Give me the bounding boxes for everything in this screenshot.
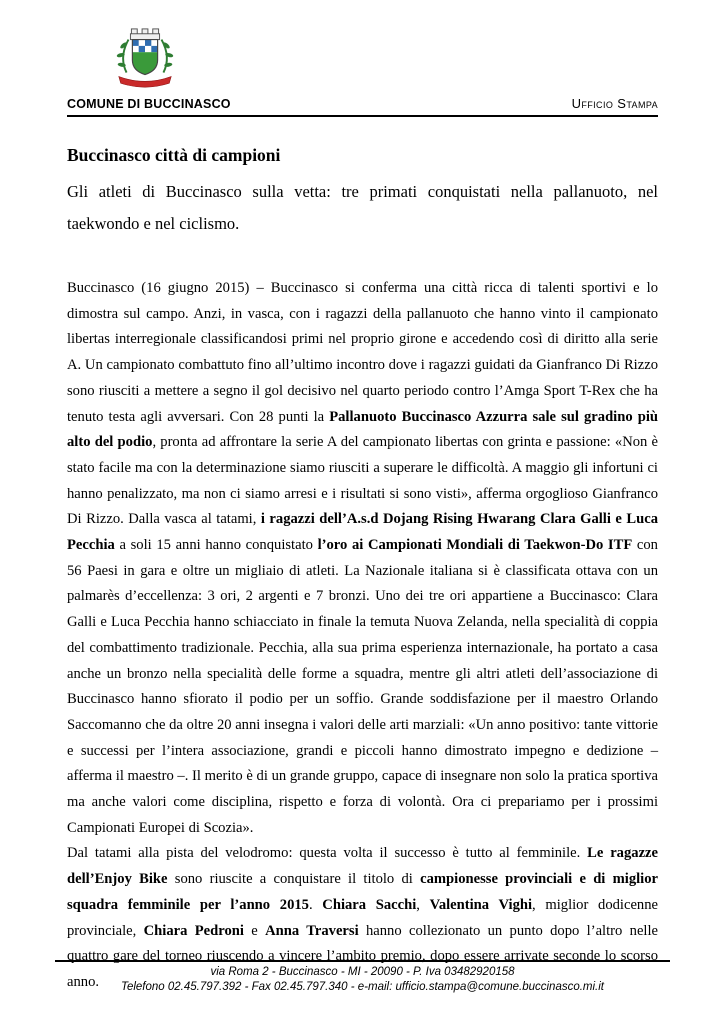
coat-of-arms-icon [111, 26, 179, 92]
shield [132, 40, 157, 77]
letterhead [67, 96, 658, 117]
footer-address: via Roma 2 - Buccinasco - MI - 20090 - P. Iva 03482920158 [210, 966, 515, 978]
office-name: Ufficio Stampa [571, 96, 658, 111]
document-footer [55, 960, 670, 994]
org-name: COMUNE DI BUCCINASCO [67, 97, 231, 111]
page-title: Buccinasco città di campioni [67, 145, 281, 165]
comune-logo [111, 26, 179, 92]
footer-contacts: Telefono 02.45.797.392 - Fax 02.45.797.340 - e-mail: ufficio.stampa@comune.buccinasco.mi.it [120, 980, 605, 993]
mural-crown-icon [130, 29, 159, 40]
body-paragraph-2: Dal tatami alla pista del velodromo: questa volta il successo è tutto al femminile. Le ragazze dell’Enjoy Bike sono riuscite a conquistare il titolo di campionesse provinciali e di miglior squadra femminile per l’anno 2015. Chiara Sacchi, Valentina Vighi, miglior dodicenne provinciale, Chiara Pedroni e Anna Traversi hanno collezionato un punto dopo l’altro nelle quattro gare del torneo riuscendo a vincere l’ambito premio, dopo essere arrivate seconde lo scorso anno. [67, 845, 659, 990]
document-subtitle: Gli atleti di Buccinasco sulla vetta: tre primati conquistati nella pallanuoto, nel taekwondo e nel ciclismo. [67, 182, 658, 233]
document-body [67, 276, 658, 996]
ribbon [119, 76, 171, 87]
body-paragraph-1: Buccinasco (16 giugno 2015) – Buccinasco si conferma una città ricca di talenti sportivi e lo dimostra sul campo. Anzi, in vasca, con i ragazzi della pallanuoto che hanno vinto il campionato libertas interregionale classificandosi primi nel proprio girone e accedendo così di diritto alla serie A. Un campionato combattuto fino all’ultimo incontro dove i ragazzi guidati da Gianfranco Di Rizzo sono riusciti a mettere a segno il gol decisivo nel quarto periodo contro l’Amga Sport T-Rex che ha tenuto testa agli avversari. Con 28 punti la Pallanuoto Buccinasco Azzurra sale sul gradino più alto del podio, pronta ad affrontare la serie A del campionato libertas con grinta e passione: «Non è stato facile ma con la determinazione siamo riusciti a superare le difficoltà. A maggio gli infortuni ci hanno penalizzato, ma non ci siamo arresi e i risultati si sono visti», afferma orgoglioso Gianfranco Di Rizzo. Dalla vasca al tatami, i ragazzi dell’A.s.d Dojang Rising Hwarang Clara Galli e Luca Pecchia a soli 15 anni hanno conquistato l’oro ai Campionati Mondiali di Taekwon-Do ITF con 56 Paesi in gara e oltre un migliaio di atleti. La Nazionale italiana si è classificata ottava con un palmarès d’eccellenza: 3 ori, 2 argenti e 7 bronzi. Uno dei tre ori appartiene a Buccinasco: Clara Galli e Luca Pecchia hanno schiacciato in finale la temuta Nuova Zelanda, nella specialità di coppia del combattimento tradizionale. Pecchia, alla sua prima esperienza internazionale, ha portato a casa anche un bronzo nella specialità delle forme a squadra, mentre gli altri atleti dell’associazione di Buccinasco hanno sfiorato il podio per un soffio. Grande soddisfazione per il maestro Orlando Saccomanno che da oltre 20 anni insegna i valori delle arti marziali: «Un anno positivo: tante vittorie e successi per l’intera associazione, grandi e piccoli hanno dimostrato impegno e dedizione – afferma il maestro –. Il merito è di un grande gruppo, capace di insegnare non solo la pratica sportiva ma anche valori come disciplina, rispetto e forza di volontà. Ora ci prepariamo per i prossimi Campionati Europei di Scozia». [67, 280, 659, 836]
